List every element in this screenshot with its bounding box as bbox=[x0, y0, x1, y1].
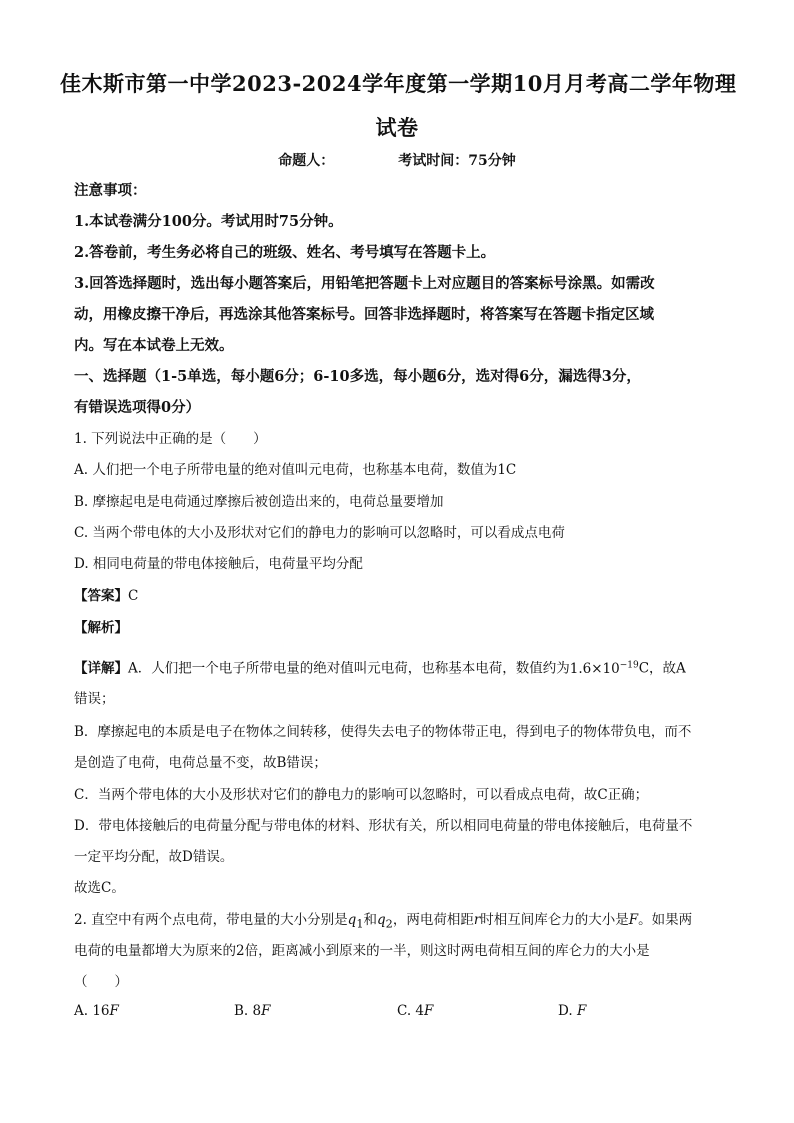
detail-a-tail: C，故A bbox=[638, 660, 686, 677]
detail-a-exponent: −19 bbox=[619, 660, 639, 670]
q1-stem: 1. 下列说法中正确的是（ ） bbox=[74, 431, 267, 447]
q2-option-a-var: F bbox=[109, 1003, 119, 1019]
q1-detail-b-line-2: 是创造了电荷，电荷总量不变，故B错误； bbox=[74, 755, 327, 771]
detail-a-value bbox=[570, 661, 639, 677]
title-line-1: 佳木斯市第一中学2023-2024学年度第一学期10月月考高二学年物理 bbox=[60, 71, 737, 96]
q2-var-q1-sub: 1 bbox=[356, 917, 364, 931]
q2-text-4: 时相互间库仑力的大小是 bbox=[480, 912, 629, 928]
q1-conclusion: 故选C。 bbox=[74, 880, 125, 896]
q2-stem-line-2: 电荷的电量都增大为原来的2倍，距离减小到原来的一半，则这时两电荷相互间的库仑力的大小是 bbox=[74, 943, 650, 959]
detail-label: 【详解】 bbox=[74, 660, 128, 677]
q2-option-c bbox=[397, 1003, 433, 1019]
q2-var-F: F bbox=[628, 912, 639, 928]
author-label: 命题人： bbox=[278, 153, 335, 169]
q2-option-a bbox=[74, 1003, 119, 1019]
exam-time: 考试时间：75分钟 bbox=[398, 153, 516, 169]
q1-detail-d-line-1: D．带电体接触后的电荷量分配与带电体的材料、形状有关，所以相同电荷量的带电体接触后，电荷量不 bbox=[74, 818, 693, 834]
q2-text-3: ，两电荷相距 bbox=[392, 912, 474, 928]
detail-a-text: A．人们把一个电子所带电量的绝对值叫元电荷，也称基本电荷，数值约为 bbox=[128, 660, 570, 677]
detail-a-base: 1.6×10 bbox=[569, 660, 620, 677]
q2-option-d-label: D. bbox=[558, 1003, 577, 1019]
q1-detail-b-line-1: B．摩擦起电的本质是电子在物体之间转移，使得失去电子的物体带正电，得到电子的物体带负电，而不 bbox=[74, 724, 692, 740]
q2-var-q2-sub: 2 bbox=[385, 917, 393, 931]
title-line-2: 试卷 bbox=[375, 115, 419, 140]
q2-option-b-label: B. 8 bbox=[234, 1003, 262, 1019]
answer-value: C bbox=[128, 588, 139, 604]
q2-text-5: 。如果两 bbox=[638, 912, 693, 928]
q1-analysis-label: 【解析】 bbox=[74, 620, 128, 636]
notes-item-3-line-2: 动，用橡皮擦干净后，再选涂其他答案标号。回答非选择题时，将答案写在答题卡指定区域 bbox=[74, 306, 654, 323]
q1-option-c: C. 当两个带电体的大小及形状对它们的静电力的影响可以忽略时，可以看成点电荷 bbox=[74, 525, 565, 541]
section-heading-line-1: 一、选择题（1-5单选，每小题6分；6-10多选，每小题6分，选对得6分，漏选得3分， bbox=[74, 368, 641, 385]
q1-answer bbox=[74, 586, 734, 606]
q2-option-b bbox=[234, 1003, 270, 1019]
q1-option-d: D. 相同电荷量的带电体接触后，电荷量平均分配 bbox=[74, 556, 363, 572]
q2-option-d-var: F bbox=[576, 1003, 587, 1019]
notes-item-2: 2.答卷前，考生务必将自己的班级、姓名、考号填写在答题卡上。 bbox=[74, 244, 496, 261]
q2-stem-line-3: （ ） bbox=[74, 974, 128, 990]
q1-option-a: A. 人们把一个电子所带电量的绝对值叫元电荷，也称基本电荷，数值为1C bbox=[74, 462, 517, 478]
notes-item-1: 1.本试卷满分100分。考试用时75分钟。 bbox=[74, 213, 343, 230]
q2-text-2: 和 bbox=[363, 912, 377, 928]
exam-meta bbox=[0, 150, 794, 170]
q2-text-1: 2. 直空中有两个点电荷，带电量的大小分别是 bbox=[74, 912, 348, 928]
q1-option-b: B. 摩擦起电是电荷通过摩擦后被创造出来的，电荷总量要增加 bbox=[74, 494, 444, 510]
answer-label: 【答案】 bbox=[74, 588, 128, 604]
q2-option-d bbox=[558, 1003, 586, 1019]
q1-detail-d-line-2: 一定平均分配，故D错误。 bbox=[74, 849, 234, 865]
q2-var-q1: q bbox=[347, 912, 357, 928]
q2-option-a-label: A. 16 bbox=[74, 1003, 110, 1019]
notes-heading: 注意事项： bbox=[74, 182, 147, 199]
q1-detail-c: C．当两个带电体的大小及形状对它们的静电力的影响可以忽略时，可以看成点电荷，故C正确； bbox=[74, 787, 649, 803]
section-heading-line-2: 有错误选项得0分） bbox=[74, 399, 201, 416]
q1-detail-a-line-2: 错误； bbox=[74, 691, 115, 707]
notes-item-3-line-1: 3.回答选择题时，选出每小题答案后，用铅笔把答题卡上对应题目的答案标号涂黑。如需改 bbox=[74, 275, 655, 292]
q2-option-c-label: C. 4 bbox=[397, 1003, 425, 1019]
q2-var-r: r bbox=[473, 912, 481, 928]
notes-item-3-line-3: 内。写在本试卷上无效。 bbox=[74, 337, 234, 354]
q1-detail-a-line-1 bbox=[74, 655, 734, 679]
q2-option-b-var: F bbox=[261, 1003, 271, 1019]
q2-stem-line-1 bbox=[74, 910, 734, 935]
q2-option-c-var: F bbox=[424, 1003, 434, 1019]
q2-var-q2: q bbox=[377, 912, 386, 928]
